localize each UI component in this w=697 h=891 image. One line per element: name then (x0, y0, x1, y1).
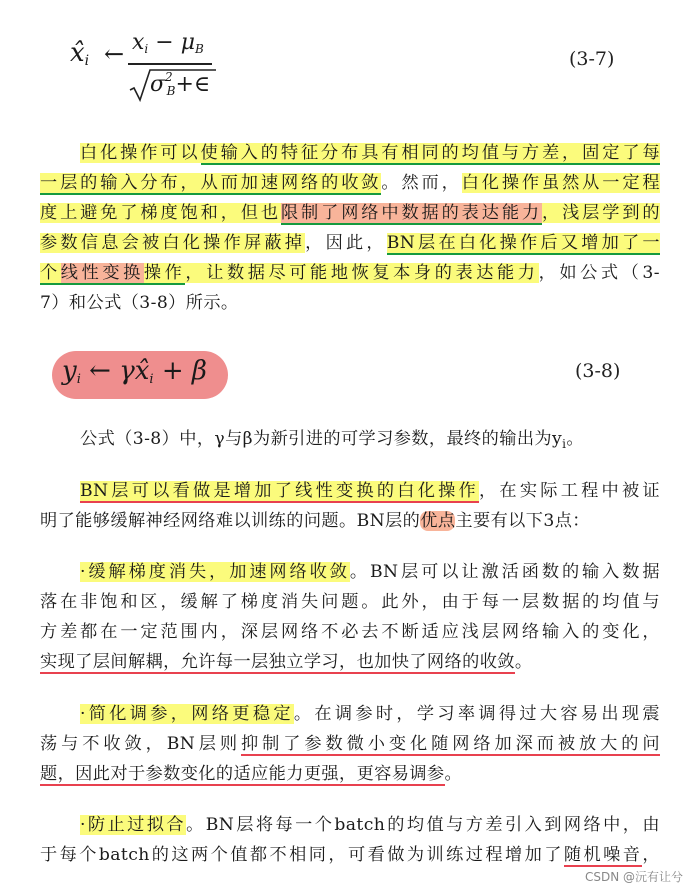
para1-line1 (40, 138, 660, 168)
eq37-numer-x: x (132, 30, 145, 55)
eq37-sub-i: i (84, 53, 90, 69)
eq38-plus-beta: + β (153, 356, 207, 386)
para1-hl-4a: 参数信息会被白化操作屏蔽掉 (40, 233, 306, 253)
point1-text-1b: 。BN层可以让激活函数的输入数据 (349, 562, 660, 582)
eq37-mu-sub-b: B (195, 42, 204, 56)
para2-end: 。 (566, 429, 584, 449)
point2-line2 (40, 729, 660, 759)
para1-hl-2a: 一层的输入分布，从而加速网络的收敛 (40, 173, 382, 193)
para1-hl-5d: ，让数据尽可能地恢复本身的表达能力 (185, 263, 539, 283)
eq38-arrow: ← (80, 356, 120, 386)
eq37-lhs (70, 38, 89, 69)
eq38-expression (62, 356, 207, 387)
eq38-sub-i: i (76, 372, 81, 387)
eq37-plus-epsilon: +∈ (175, 72, 211, 97)
para1-text-4b: ，因此， (305, 233, 387, 253)
para1-line2 (40, 168, 660, 198)
para1-hl-3c: ，浅层学到的 (542, 203, 661, 223)
para1-hl-1a: 白化操作可以 (80, 143, 201, 163)
paragraph-params (80, 424, 660, 454)
point3-text-2c: ， (642, 845, 660, 865)
para1-text-5e: ，如公式（3- (538, 263, 660, 283)
point3-text-2a: 于每个batch的这两个值都不相同，可看做为训练过程增加了 (40, 845, 564, 865)
para1-text-2b: 。然而， (381, 173, 462, 193)
eq37-fraction-bar (128, 63, 212, 65)
point2-text-1b: 。在调参时，学习率调得过大容易出现震 (293, 704, 660, 724)
para1-hl-3a: 度上避免了梯度饱和，但也 (40, 203, 281, 223)
para3-line1 (40, 476, 660, 506)
para1-hl-2c: 白化操作虽然从一定程 (461, 173, 660, 193)
point1-line2: 落在非饱和区，缓解了梯度消失问题。此外，由于每一层数据的均值与 (40, 592, 660, 612)
para1-hl-4c: BN层在白化操作后又增加了一 (386, 233, 660, 253)
point3-text-1b: 。BN层将每一个batch的均值与方差引入到网络中，由 (186, 815, 660, 835)
point2-hl-title: ·简化调参，网络更稳定 (80, 704, 294, 724)
eq37-numerator: $x_i - \mu_B$ (132, 30, 204, 56)
eq37-numer-mu: μ (180, 30, 195, 55)
csdn-watermark: CSDN @沅有让兮 (584, 870, 683, 884)
point1-line4 (40, 647, 660, 677)
point1-line3: 方差都在一定范围内，深层网络不必去不断适应浅层网络输入的变化， (40, 622, 660, 642)
para1-hl-1b: 使输入的特征分布具有相同的均值与方差，固定了每 (200, 143, 660, 163)
eq37-denominator (150, 72, 210, 98)
para3-hl-advantages: 优点 (420, 511, 456, 531)
point2-ul-3: 题，因此对于参数变化的适应能力更强，更容易调参 (40, 764, 445, 784)
para1-line4 (40, 228, 660, 258)
point1-line1 (40, 557, 660, 587)
para3-text-2c: 主要有以下3点： (455, 511, 590, 531)
point3-line2 (40, 840, 660, 870)
para1-hl-3b: 限制了网络中数据的表达能力 (280, 203, 543, 223)
eq37-sigma: σ (150, 72, 166, 97)
point2-text-2a: 荡与不收敛，BN层则 (40, 734, 242, 754)
para3-text-2a: 明了能够缓解神经网络难以训练的问题。BN层的 (40, 511, 421, 531)
point2-ul-2b: 抑制了参数微小变化随网络加深而被放大的问 (241, 734, 660, 754)
eq37-number: (3-7) (569, 48, 615, 70)
eq38-y: y (62, 356, 77, 386)
point3-hl-title: ·防止过拟合 (80, 815, 187, 835)
point1-ul-4: 实现了层间解耦，允许每一层独立学习，也加快了网络的收敛 (40, 652, 515, 672)
eq38-number: (3-8) (575, 360, 621, 382)
para1-line5 (40, 258, 660, 288)
para1-hl-5b: 线性变换 (60, 263, 144, 283)
para3-line2 (40, 506, 660, 536)
eq37-arrow: ← (104, 40, 125, 68)
para1-hl-5a: 个 (40, 263, 61, 283)
point2-line1 (40, 699, 660, 729)
para3-text-1b: ，在实际工程中被证 (479, 481, 661, 501)
point2-text-3end: 。 (444, 764, 463, 784)
eq38-sub-i2: i (149, 372, 154, 387)
eq38-xhat: x̂ (134, 356, 150, 386)
para1-line3 (40, 198, 660, 228)
eq37-numer-minus: − (148, 30, 181, 55)
point2-line3 (40, 759, 660, 789)
eq37-sup-2: 2 (165, 70, 173, 84)
para2-sub-i: i (562, 437, 567, 451)
eq37-xhat: x̂ (70, 38, 85, 68)
point1-text-4end: 。 (514, 652, 533, 672)
point3-line1 (40, 810, 660, 840)
point3-ul-noise: 随机噪音 (563, 845, 643, 865)
para2-text: 公式（3-8）中，γ与β为新引进的可学习参数，最终的输出为y (80, 429, 563, 449)
para3-hl-1a: BN层可以看做是增加了线性变换的白化操作 (80, 481, 479, 501)
eq37-sigma-sub-b: B (166, 84, 176, 98)
point1-hl-title: ·缓解梯度消失，加速网络收敛 (80, 562, 350, 582)
para1-hl-5c: 操作 (143, 263, 186, 283)
eq38-gamma: γ (119, 356, 135, 386)
para1-line6: 7）和公式（3-8）所示。 (40, 293, 239, 313)
